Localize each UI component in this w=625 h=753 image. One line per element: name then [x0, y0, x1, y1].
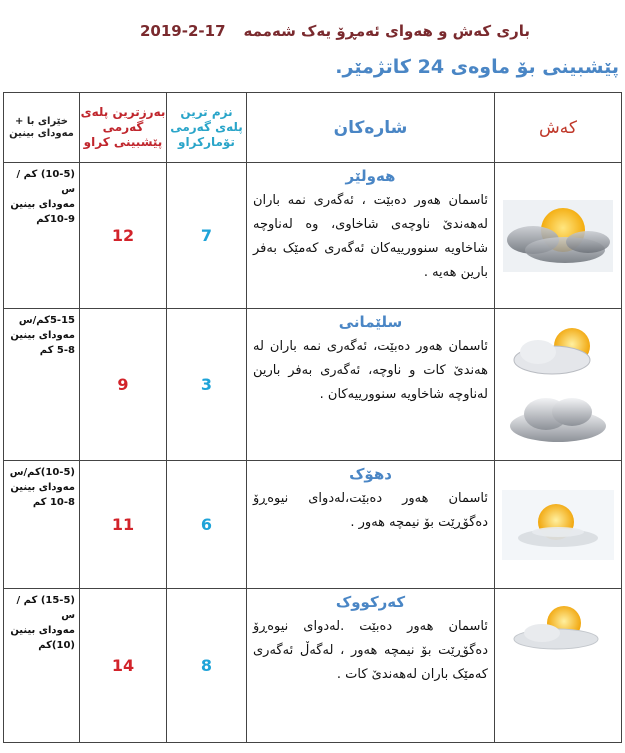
- table-row: [4, 589, 622, 743]
- cloud-icon: [502, 388, 614, 450]
- table-row: [4, 163, 622, 309]
- wind-cell: [4, 163, 80, 309]
- wind-cell: [4, 309, 80, 461]
- city-cell: [247, 461, 495, 589]
- sun-behind-clouds-icon: [503, 200, 613, 272]
- title-text: باری کەش و هەوای ئەمڕۆ یەک شەممە: [243, 22, 530, 40]
- wind-cell: [4, 461, 80, 589]
- header-row: [4, 93, 622, 163]
- max-temp: 12: [80, 163, 167, 309]
- visibility-value: (10)کم: [38, 640, 75, 651]
- min-temp: 8: [167, 589, 247, 743]
- report-date: 2019-2-17: [140, 22, 226, 40]
- visibility-label: مەودای بینین: [10, 482, 75, 493]
- max-temp: 11: [80, 461, 167, 589]
- min-temp: 3: [167, 309, 247, 461]
- min-temp: 7: [167, 163, 247, 309]
- partly-cloudy-icon: [502, 490, 614, 560]
- city-name: هەولێر: [345, 167, 396, 185]
- city-cell: [247, 589, 495, 743]
- visibility-label: مەودای بینین: [10, 199, 75, 210]
- max-temp: 9: [80, 309, 167, 461]
- weather-icon-cell: [495, 309, 622, 461]
- city-cell: [247, 309, 495, 461]
- forecast-text: ئاسمان هەور دەبێت .لەدوای نیوەڕۆ دەگۆڕێت بۆ نیمچە هەور ، لەگەڵ ئەگەری کەمێک باران لەهەندێ کات .: [253, 619, 488, 682]
- wind-speed: (15-5) کم /س: [16, 595, 75, 621]
- forecast-text: ئاسمان هەور دەبێت ، ئەگەری نمە باران لەهەندێ ناوچەی شاخاوی، وە لەناوچە شاخاویە سنوورییەکان ئەگەری کەمێک بەفر بارین هەیە .: [253, 193, 488, 280]
- city-name: دهۆک: [349, 465, 392, 483]
- max-temp: 14: [80, 589, 167, 743]
- cloud-with-sun-icon: [502, 320, 614, 382]
- visibility-value: 10-8 کم: [32, 497, 75, 508]
- weather-header: کەش: [495, 93, 622, 163]
- weather-icon-cell: [495, 461, 622, 589]
- forecast-subtitle: پێشبینی بۆ ماوەی 24 کاتژمێر.: [335, 56, 619, 78]
- visibility-value: 10-9کم: [36, 214, 75, 225]
- table-row: [4, 461, 622, 589]
- visibility-label: مەودای بینین: [10, 330, 75, 341]
- visibility-label: مەودای بینین: [10, 625, 75, 636]
- wind-speed: (10-5)کم/س: [9, 467, 75, 478]
- wind-header: خێرای با + مەودای بینین: [4, 93, 80, 163]
- city-name: سلێمانی: [338, 313, 403, 331]
- visibility-value: 5-8 کم: [39, 345, 75, 356]
- report-title: [140, 22, 530, 40]
- partly-cloudy-icon: [502, 599, 614, 655]
- cities-header: شارەکان: [247, 93, 495, 163]
- forecast-text: ئاسمان هەور دەبێت،لەدوای نیوەڕۆ دەگۆڕێت بۆ نیمچە هەور .: [253, 491, 488, 530]
- wind-speed: 5-15کم/س: [18, 315, 75, 326]
- min-temp: 6: [167, 461, 247, 589]
- city-cell: [247, 163, 495, 309]
- wind-cell: [4, 589, 80, 743]
- forecast-text: ئاسمان هەور دەبێت، ئەگەری نمە باران لە هەندێ کات و ناوچە، ئەگەری بەفر بارین لەناوچە شاخاویە سنوورییەکان .: [253, 339, 488, 402]
- table-row: [4, 309, 622, 461]
- weather-icon-cell: [495, 163, 622, 309]
- weather-icon-cell: [495, 589, 622, 743]
- weather-table: [3, 92, 622, 743]
- city-name: کەرکووک: [335, 593, 406, 611]
- wind-speed: (10-5) کم /س: [16, 169, 75, 195]
- max-temp-header: بەرزترین پلەی گەرمی پێشبینی کراو: [80, 93, 167, 163]
- min-temp-header: نزم ترین پلەی گەرمی تۆمارکراو: [167, 93, 247, 163]
